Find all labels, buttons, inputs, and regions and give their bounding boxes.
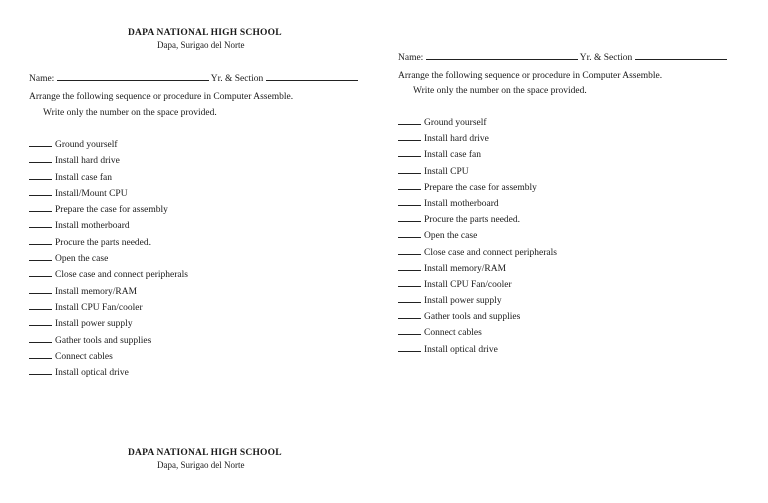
list-item: Gather tools and supplies <box>398 309 557 325</box>
answer-blank[interactable] <box>29 333 52 343</box>
instruction-line-2-right: Write only the number on the space provided. <box>413 86 587 96</box>
answer-blank[interactable] <box>398 261 421 271</box>
list-item: Procure the parts needed. <box>398 212 557 228</box>
left-procedure-list <box>29 137 188 381</box>
answer-blank[interactable] <box>398 180 421 190</box>
list-item: Ground yourself <box>398 115 557 131</box>
list-item: Install case fan <box>29 170 188 186</box>
answer-blank[interactable] <box>398 245 421 255</box>
list-item: Prepare the case for assembly <box>398 180 557 196</box>
list-item: Prepare the case for assembly <box>29 202 188 218</box>
right-procedure-list <box>398 115 557 358</box>
name-label: Name: <box>398 53 424 63</box>
instruction-line-1: Arrange the following sequence or procedure in Computer Assemble. <box>29 92 294 102</box>
section-label: Yr. & Section <box>579 53 633 63</box>
name-field[interactable] <box>57 71 209 81</box>
answer-blank[interactable] <box>29 153 52 163</box>
list-item: Install hard drive <box>29 153 188 169</box>
name-field[interactable] <box>426 50 578 60</box>
list-item: Install CPU Fan/cooler <box>29 300 188 316</box>
answer-blank[interactable] <box>398 325 421 335</box>
answer-blank[interactable] <box>398 147 421 157</box>
list-item: Procure the parts needed. <box>29 235 188 251</box>
list-item: Open the case <box>29 251 188 267</box>
name-field-row-right <box>398 50 727 63</box>
answer-blank[interactable] <box>29 267 52 277</box>
instruction-line-2: Write only the number on the space provided. <box>43 108 217 118</box>
answer-blank[interactable] <box>398 164 421 174</box>
list-item: Install case fan <box>398 147 557 163</box>
list-item: Close case and connect peripherals <box>398 245 557 261</box>
school-address-bottom: Dapa, Surigao del Norte <box>157 460 245 470</box>
answer-blank[interactable] <box>29 186 52 196</box>
answer-blank[interactable] <box>398 115 421 125</box>
list-item: Gather tools and supplies <box>29 333 188 349</box>
answer-blank[interactable] <box>29 349 52 359</box>
section-field[interactable] <box>266 71 358 81</box>
list-item: Ground yourself <box>29 137 188 153</box>
list-item: Install motherboard <box>398 196 557 212</box>
list-item: Install CPU <box>398 164 557 180</box>
answer-blank[interactable] <box>398 196 421 206</box>
list-item: Install optical drive <box>29 365 188 381</box>
answer-blank[interactable] <box>29 202 52 212</box>
answer-blank[interactable] <box>29 235 52 245</box>
school-address: Dapa, Surigao del Norte <box>157 40 245 50</box>
answer-blank[interactable] <box>29 316 52 326</box>
list-item: Install power supply <box>29 316 188 332</box>
school-name: DAPA NATIONAL HIGH SCHOOL <box>128 28 282 38</box>
answer-blank[interactable] <box>398 228 421 238</box>
answer-blank[interactable] <box>29 251 52 261</box>
list-item: Install motherboard <box>29 218 188 234</box>
instruction-line-1-right: Arrange the following sequence or procedure in Computer Assemble. <box>398 71 663 81</box>
answer-blank[interactable] <box>398 277 421 287</box>
name-field-row <box>29 71 358 84</box>
list-item: Install optical drive <box>398 342 557 358</box>
answer-blank[interactable] <box>29 284 52 294</box>
answer-blank[interactable] <box>29 137 52 147</box>
section-field[interactable] <box>635 50 727 60</box>
section-label: Yr. & Section <box>210 74 264 84</box>
answer-blank[interactable] <box>398 212 421 222</box>
list-item: Close case and connect peripherals <box>29 267 188 283</box>
answer-blank[interactable] <box>29 218 52 228</box>
answer-blank[interactable] <box>29 365 52 375</box>
list-item: Install power supply <box>398 293 557 309</box>
school-name-bottom: DAPA NATIONAL HIGH SCHOOL <box>128 448 282 458</box>
list-item: Connect cables <box>398 325 557 341</box>
answer-blank[interactable] <box>398 293 421 303</box>
name-label: Name: <box>29 74 55 84</box>
answer-blank[interactable] <box>398 309 421 319</box>
answer-blank[interactable] <box>29 300 52 310</box>
list-item: Connect cables <box>29 349 188 365</box>
answer-blank[interactable] <box>398 342 421 352</box>
list-item: Install memory/RAM <box>29 284 188 300</box>
answer-blank[interactable] <box>29 170 52 180</box>
list-item: Install/Mount CPU <box>29 186 188 202</box>
list-item: Open the case <box>398 228 557 244</box>
list-item: Install hard drive <box>398 131 557 147</box>
list-item: Install memory/RAM <box>398 261 557 277</box>
answer-blank[interactable] <box>398 131 421 141</box>
list-item: Install CPU Fan/cooler <box>398 277 557 293</box>
